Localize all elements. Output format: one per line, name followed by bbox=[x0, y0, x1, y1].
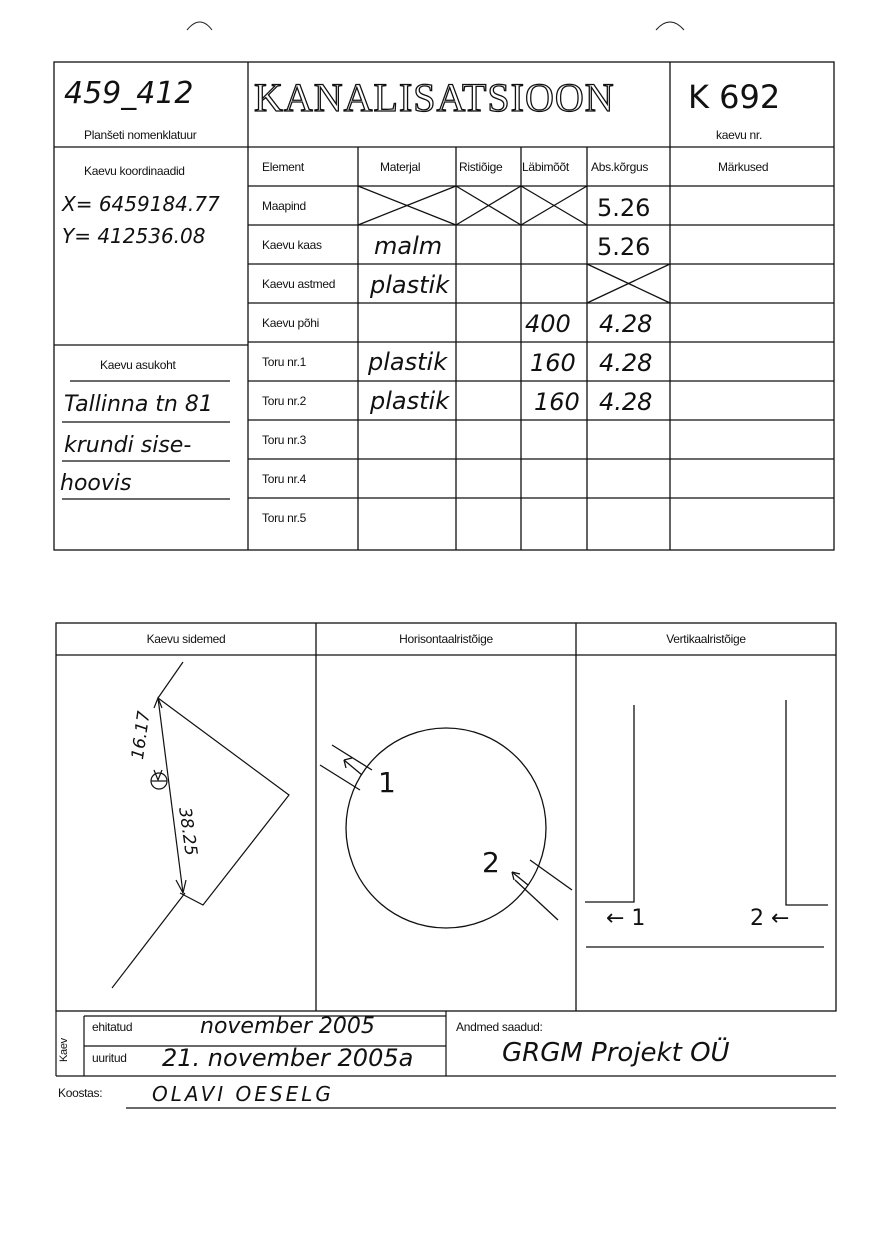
location-line-3: hoovis bbox=[60, 471, 132, 496]
panel-vertical-title: Vertikaalristõige bbox=[666, 632, 746, 646]
row-element: Kaevu astmed bbox=[262, 277, 336, 291]
row-material: malm bbox=[374, 232, 443, 260]
coordinates-label: Kaevu koordinaadid bbox=[84, 164, 185, 178]
row-material: plastik bbox=[368, 348, 448, 376]
row-height: 4.28 bbox=[599, 349, 653, 377]
well-number-value: K 692 bbox=[688, 78, 781, 116]
compiler-label: Koostas: bbox=[58, 1086, 103, 1100]
row-height: 5.26 bbox=[597, 233, 651, 261]
built-value: november 2005 bbox=[200, 1014, 375, 1039]
coordinate-x: X= 6459184.77 bbox=[62, 192, 220, 216]
pipe-1-label: 1 bbox=[378, 766, 396, 799]
row-height: 4.28 bbox=[599, 388, 653, 416]
header-abs-height: Abs.kõrgus bbox=[591, 160, 649, 174]
panel-ties-title: Kaevu sidemed bbox=[146, 632, 226, 646]
location-line-1: Tallinna tn 81 bbox=[64, 392, 213, 417]
row-element: Toru nr.4 bbox=[262, 472, 306, 486]
footer-side-label: Kaev bbox=[58, 1038, 70, 1062]
row-height: 5.26 bbox=[597, 194, 651, 222]
page-title: KANALISATSIOON bbox=[254, 75, 615, 120]
header-cross-section: Ristiõige bbox=[459, 160, 503, 174]
header-diameter: Läbimõõt bbox=[522, 160, 569, 174]
data-source-label: Andmed saadud: bbox=[456, 1020, 543, 1034]
nomenclature-value: 459_412 bbox=[64, 76, 194, 111]
data-source-value: GRGM Projekt OÜ bbox=[502, 1038, 730, 1068]
pipe-2-label: 2 bbox=[482, 846, 500, 879]
header-notes: Märkused bbox=[718, 160, 769, 174]
row-element: Toru nr.1 bbox=[262, 355, 306, 369]
row-element: Kaevu põhi bbox=[262, 316, 320, 330]
row-diameter: 160 bbox=[530, 349, 576, 377]
punch-hole-marks bbox=[187, 22, 684, 30]
vertical-arrow-1: ← 1 bbox=[606, 906, 646, 931]
location-line-2: krundi sise- bbox=[64, 433, 192, 458]
row-height: 4.28 bbox=[599, 310, 653, 338]
panel-horizontal-title: Horisontaalristõige bbox=[399, 632, 493, 646]
coordinate-y: Y= 412536.08 bbox=[62, 224, 206, 248]
row-element: Toru nr.5 bbox=[262, 511, 306, 525]
tie-measurement-1: 16.17 bbox=[128, 709, 155, 761]
row-element: Maapind bbox=[262, 199, 306, 213]
built-label: ehitatud bbox=[92, 1020, 133, 1034]
row-material: plastik bbox=[370, 387, 450, 415]
horizontal-section bbox=[320, 728, 572, 928]
row-diameter: 400 bbox=[525, 310, 571, 338]
row-element: Toru nr.3 bbox=[262, 433, 306, 447]
surveyed-label: uuritud bbox=[92, 1051, 127, 1065]
header-material: Materjal bbox=[380, 160, 421, 174]
compiler-value: OLAVI OESELG bbox=[152, 1082, 334, 1106]
nomenclature-label: Planšeti nomenklatuur bbox=[84, 128, 197, 142]
row-material: plastik bbox=[370, 271, 450, 299]
surveyed-value: 21. november 2005a bbox=[162, 1044, 414, 1072]
row-element: Kaevu kaas bbox=[262, 238, 322, 252]
well-number-label: kaevu nr. bbox=[716, 128, 762, 142]
row-diameter: 160 bbox=[534, 388, 580, 416]
row-element: Toru nr.2 bbox=[262, 394, 306, 408]
header-element: Element bbox=[262, 160, 304, 174]
vertical-arrow-2: 2 ← bbox=[750, 906, 790, 931]
tie-measurement-2: 38.25 bbox=[174, 806, 201, 857]
location-label: Kaevu asukoht bbox=[100, 358, 176, 372]
